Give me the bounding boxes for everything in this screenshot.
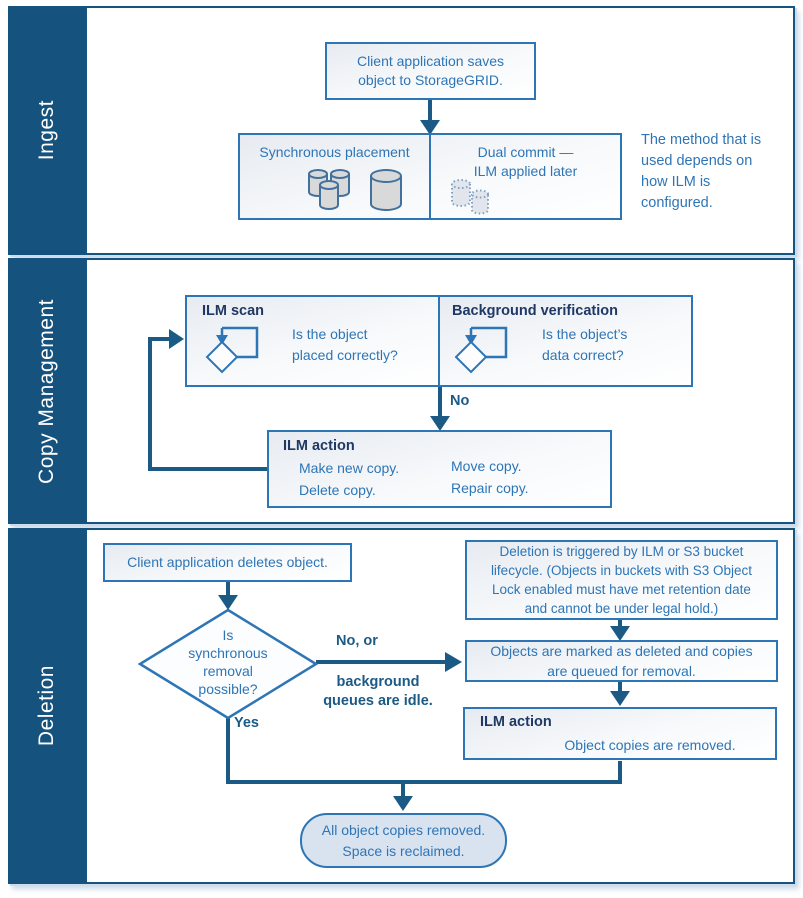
ilm-scan-title: ILM scan — [202, 303, 265, 319]
deletion-ilm-action-box — [463, 707, 777, 760]
background-verification-box — [438, 295, 693, 387]
ingest-method-note: The method that is used depends on how ILM is configured. — [641, 132, 762, 211]
yes-label: Yes — [234, 715, 259, 731]
dashed-cylinders-icon — [449, 179, 499, 219]
final-state-text: All object copies removed. Space is reclaimed. — [321, 821, 486, 859]
dual-commit-label: Dual commit — ILM applied later — [473, 144, 578, 179]
client-saves-text: Client application saves object to StorageGRID. — [356, 53, 505, 88]
deletion-trigger-text: Deletion is triggered by ILM or S3 bucket lifecycle. (Objects in buckets with S3 Object Lock enabled must have met retention date and cannot be under legal hold.) — [490, 544, 753, 616]
final-state-box — [300, 813, 507, 868]
ingest-method-box — [238, 133, 622, 220]
background-verification-title: Background verification — [452, 303, 618, 319]
client-saves-box — [325, 42, 536, 100]
synchronous-placement-cell — [240, 135, 429, 218]
arrowhead-down-3 — [218, 595, 238, 610]
band-copy-management-label: Copy Management — [34, 298, 58, 484]
ilm-action-box — [267, 430, 612, 508]
synchronous-placement-label: Synchronous placement — [259, 144, 410, 160]
deletion-ilm-action-text: Object copies are removed. — [564, 737, 736, 753]
deletion-ilm-action-title: ILM action — [480, 714, 552, 730]
client-deletes-text: Client application deletes object. — [127, 554, 328, 570]
client-deletes-box — [103, 543, 352, 582]
ilm-scan-question: Is the object placed correctly? — [292, 326, 398, 363]
verification-loop-icon — [454, 319, 512, 379]
background-verification-question: Is the object’s data correct? — [542, 326, 628, 363]
arrowhead-down-4 — [610, 626, 630, 641]
marked-deleted-text: Objects are marked as deleted and copies are queued for removal. — [490, 643, 753, 679]
deletion-trigger-box — [465, 540, 778, 620]
arrowhead-down-5 — [610, 691, 630, 706]
ilm-scan-loop-icon — [205, 319, 263, 379]
arrowhead-down-final — [393, 796, 413, 811]
decision-question: Is synchronous removal possible? — [188, 627, 268, 697]
dual-commit-cell — [429, 135, 620, 218]
ilm-action-title: ILM action — [283, 438, 355, 454]
band-deletion-label: Deletion — [34, 665, 58, 747]
no-or-label: No, or — [336, 633, 378, 649]
storage-cylinder-large-icon — [368, 167, 406, 215]
ilm-scan-box — [185, 295, 440, 387]
no-label: No — [450, 393, 470, 409]
ilm-action-items-right: Move copy. Repair copy. — [451, 458, 529, 496]
marked-deleted-box — [465, 640, 778, 682]
ilm-action-items-left: Make new copy. Delete copy. — [299, 460, 400, 498]
arrowhead-right-loop — [169, 329, 184, 349]
storage-cylinders-icon — [306, 167, 366, 215]
band-ingest-label: Ingest — [34, 100, 58, 161]
arrowhead-down-2 — [430, 416, 450, 431]
arrowhead-right-no — [445, 652, 462, 672]
background-queues-label: background queues are idle. — [323, 674, 433, 709]
